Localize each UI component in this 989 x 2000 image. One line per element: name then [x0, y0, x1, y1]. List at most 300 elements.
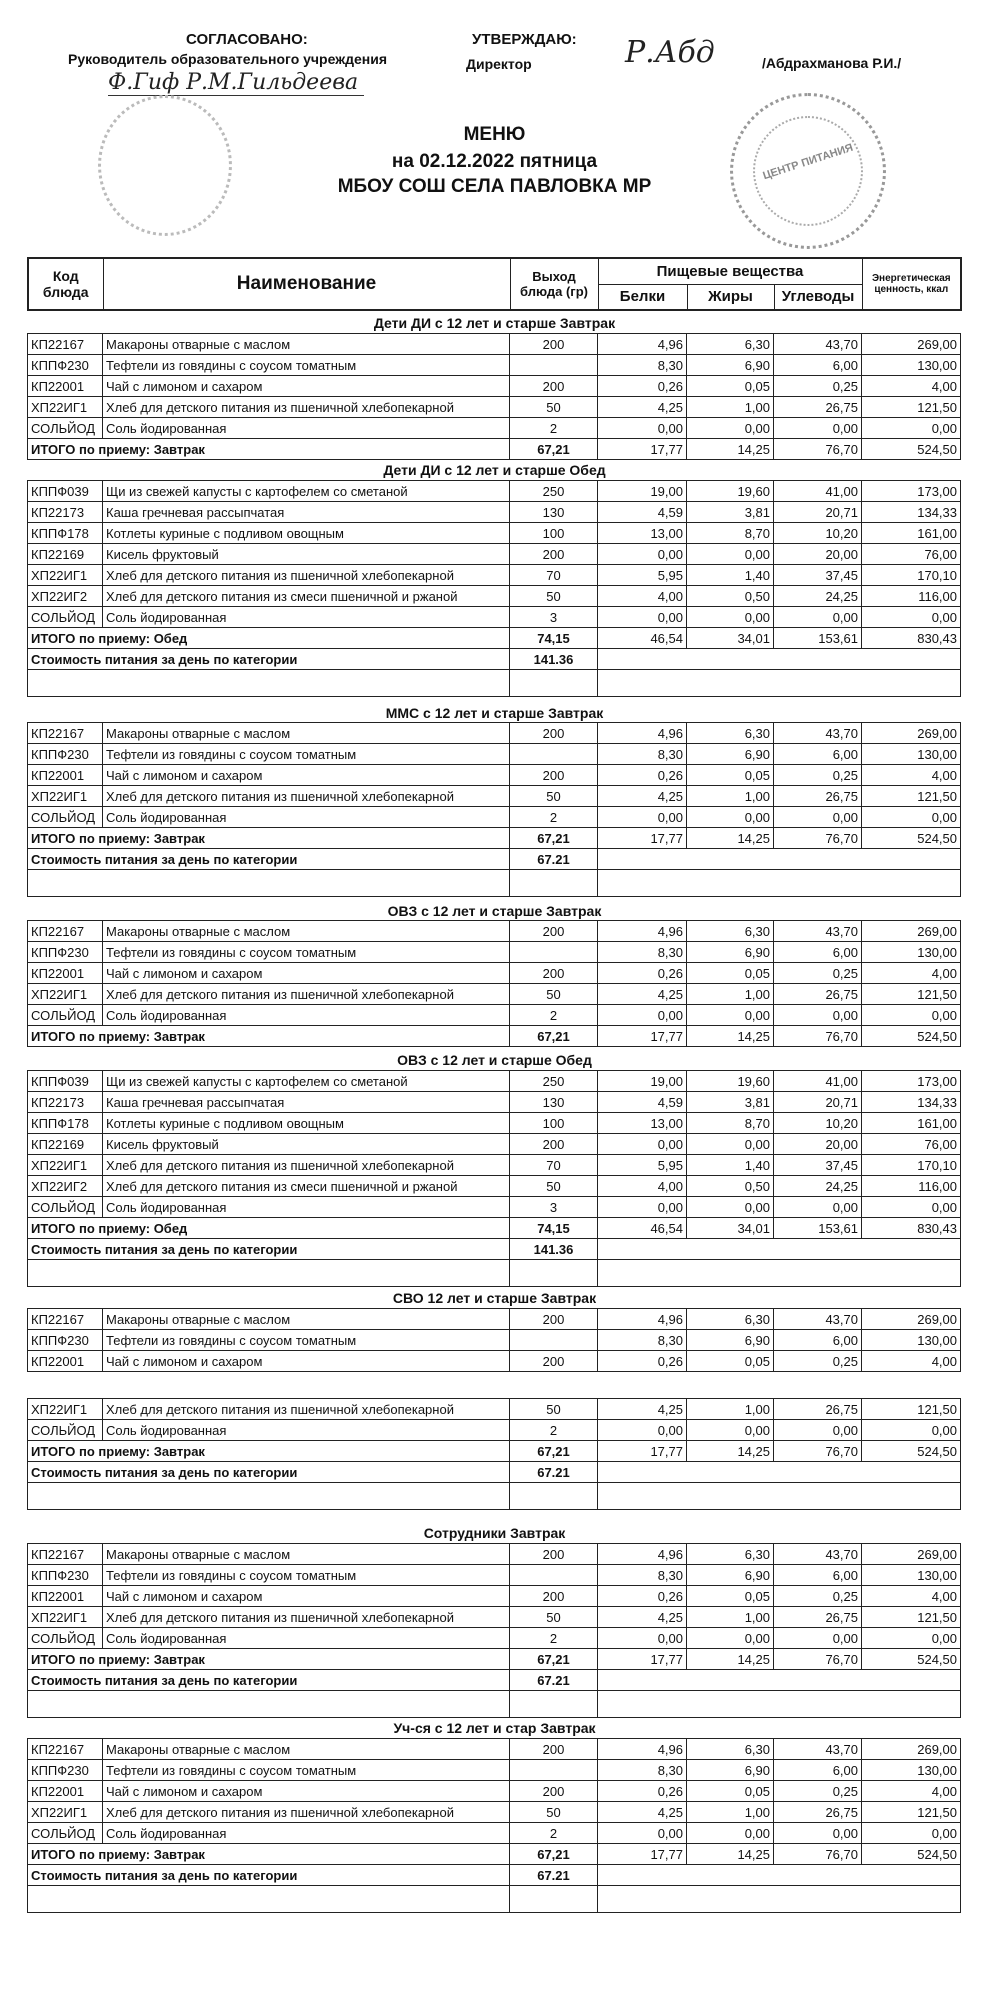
total-protein: 17,77 — [598, 1649, 687, 1670]
dish-name: Соль йодированная — [103, 807, 510, 828]
carbs-value: 20,71 — [774, 1092, 862, 1113]
carbs-value: 6,00 — [774, 355, 862, 376]
table-row — [28, 744, 961, 765]
protein-value: 4,25 — [598, 984, 687, 1005]
total-row — [28, 1026, 961, 1047]
empty-cell — [510, 1483, 598, 1510]
fat-value: 0,00 — [687, 1823, 774, 1844]
dish-output: 50 — [510, 786, 598, 807]
dish-code: КП22169 — [28, 544, 103, 565]
dish-code: ХП22ИГ1 — [28, 984, 103, 1005]
total-carbs: 76,70 — [774, 1441, 862, 1462]
fat-value: 8,70 — [687, 1113, 774, 1134]
energy-value: 0,00 — [862, 1005, 961, 1026]
fat-value: 6,30 — [687, 1739, 774, 1760]
total-fat: 14,25 — [687, 1844, 774, 1865]
fat-value: 19,60 — [687, 1071, 774, 1092]
fat-value: 0,00 — [687, 1005, 774, 1026]
cost-label: Стоимость питания за день по категории — [28, 1462, 510, 1483]
dish-code: КППФ178 — [28, 1113, 103, 1134]
carbs-value: 20,71 — [774, 502, 862, 523]
energy-value: 0,00 — [862, 607, 961, 628]
table-row — [28, 355, 961, 376]
protein-value: 0,00 — [598, 418, 687, 439]
protein-value: 8,30 — [598, 942, 687, 963]
protein-value: 0,00 — [598, 807, 687, 828]
carbs-value: 0,25 — [774, 1781, 862, 1802]
protein-value: 4,96 — [598, 1544, 687, 1565]
empty-cell — [510, 1886, 598, 1913]
fat-value: 6,90 — [687, 1330, 774, 1351]
total-output: 67,21 — [510, 1026, 598, 1047]
dish-code: КП22001 — [28, 963, 103, 984]
protein-value: 4,96 — [598, 1739, 687, 1760]
table-row — [28, 1176, 961, 1197]
carbs-value: 0,00 — [774, 1823, 862, 1844]
dish-output: 200 — [510, 963, 598, 984]
carbs-value: 24,25 — [774, 1176, 862, 1197]
table-row — [28, 1544, 961, 1565]
protein-value: 0,26 — [598, 1351, 687, 1372]
total-carbs: 76,70 — [774, 1649, 862, 1670]
fat-value: 6,90 — [687, 744, 774, 765]
carbs-value: 6,00 — [774, 744, 862, 765]
menu-table — [27, 1308, 961, 1372]
fat-value: 0,05 — [687, 1781, 774, 1802]
menu-table — [27, 920, 961, 1047]
energy-value: 121,50 — [862, 984, 961, 1005]
dish-code: КП22169 — [28, 1134, 103, 1155]
total-energy: 524,50 — [862, 828, 961, 849]
dish-output: 200 — [510, 1134, 598, 1155]
dish-name: Котлеты куриные с подливом овощным — [103, 1113, 510, 1134]
energy-value: 0,00 — [862, 807, 961, 828]
dish-name: Тефтели из говядины с соусом томатным — [103, 1760, 510, 1781]
dish-output: 200 — [510, 723, 598, 744]
energy-value: 173,00 — [862, 1071, 961, 1092]
fat-value: 0,00 — [687, 1134, 774, 1155]
carbs-value: 26,75 — [774, 1399, 862, 1420]
empty-cell — [510, 1691, 598, 1718]
carbs-value: 20,00 — [774, 544, 862, 565]
cost-label: Стоимость питания за день по категории — [28, 1865, 510, 1886]
dish-code: КП22001 — [28, 765, 103, 786]
dish-code: ХП22ИГ1 — [28, 1155, 103, 1176]
energy-value: 269,00 — [862, 334, 961, 355]
total-energy: 524,50 — [862, 1649, 961, 1670]
dish-name: Кисель фруктовый — [103, 544, 510, 565]
total-row — [28, 439, 961, 460]
dish-output: 70 — [510, 565, 598, 586]
table-row — [28, 607, 961, 628]
protein-value: 4,96 — [598, 334, 687, 355]
dish-code: СОЛЬЙОД — [28, 807, 103, 828]
fat-value: 0,00 — [687, 807, 774, 828]
fat-value: 1,00 — [687, 397, 774, 418]
dish-code: СОЛЬЙОД — [28, 418, 103, 439]
protein-value: 4,96 — [598, 1309, 687, 1330]
table-row — [28, 481, 961, 502]
empty-cell — [510, 670, 598, 697]
total-fat: 14,25 — [687, 439, 774, 460]
fat-value: 6,90 — [687, 1565, 774, 1586]
table-row — [28, 1113, 961, 1134]
col-energy: Энергетическая ценность, ккал — [862, 258, 961, 310]
energy-value: 130,00 — [862, 1760, 961, 1781]
dish-output: 2 — [510, 1628, 598, 1649]
total-fat: 14,25 — [687, 1026, 774, 1047]
fat-value: 6,30 — [687, 334, 774, 355]
stamp-text: ЦЕНТР ПИТАНИЯ — [761, 141, 855, 183]
cost-row — [28, 849, 961, 870]
energy-value: 76,00 — [862, 544, 961, 565]
energy-value: 130,00 — [862, 355, 961, 376]
fat-value: 6,90 — [687, 942, 774, 963]
table-row — [28, 523, 961, 544]
fat-value: 8,70 — [687, 523, 774, 544]
total-energy: 524,50 — [862, 1441, 961, 1462]
approve-name: /Абдрахманова Р.И./ — [762, 55, 902, 71]
energy-value: 0,00 — [862, 418, 961, 439]
table-row — [28, 544, 961, 565]
protein-value: 0,00 — [598, 544, 687, 565]
school-name: МБОУ СОШ СЕЛА ПАВЛОВКА МР — [337, 176, 652, 197]
protein-value: 0,00 — [598, 1823, 687, 1844]
table-row — [28, 565, 961, 586]
col-output: Выход блюда (гр) — [510, 258, 598, 310]
energy-value: 134,33 — [862, 1092, 961, 1113]
empty-row — [28, 1886, 961, 1913]
empty-cell — [598, 1483, 961, 1510]
dish-code: ХП22ИГ1 — [28, 1802, 103, 1823]
carbs-value: 24,25 — [774, 586, 862, 607]
protein-value: 8,30 — [598, 355, 687, 376]
total-row — [28, 1218, 961, 1239]
table-row — [28, 984, 961, 1005]
total-row — [28, 828, 961, 849]
table-row — [28, 1607, 961, 1628]
agreed-label: СОГЛАСОВАНО: — [186, 31, 308, 48]
dish-output: 250 — [510, 1071, 598, 1092]
energy-value: 116,00 — [862, 1176, 961, 1197]
cost-empty-cell — [598, 649, 961, 670]
table-row — [28, 1134, 961, 1155]
dish-name: Тефтели из говядины с соусом томатным — [103, 1565, 510, 1586]
energy-value: 121,50 — [862, 397, 961, 418]
dish-name: Котлеты куриные с подливом овощным — [103, 523, 510, 544]
dish-output — [510, 1565, 598, 1586]
fat-value: 6,90 — [687, 1760, 774, 1781]
dish-code: КППФ230 — [28, 1760, 103, 1781]
protein-value: 0,00 — [598, 1420, 687, 1441]
protein-value: 0,00 — [598, 1005, 687, 1026]
dish-name: Хлеб для детского питания из пшеничной хлебопекарной — [103, 984, 510, 1005]
empty-row — [28, 1483, 961, 1510]
total-fat: 34,01 — [687, 628, 774, 649]
carbs-value: 6,00 — [774, 942, 862, 963]
menu-table — [27, 1398, 961, 1510]
carbs-value: 20,00 — [774, 1134, 862, 1155]
table-row — [28, 1781, 961, 1802]
table-row — [28, 502, 961, 523]
dish-name: Чай с лимоном и сахаром — [103, 1351, 510, 1372]
column-header-table — [27, 257, 962, 311]
energy-value: 121,50 — [862, 786, 961, 807]
table-row — [28, 334, 961, 355]
fat-value: 0,05 — [687, 765, 774, 786]
table-row — [28, 1071, 961, 1092]
col-carbs: Углеводы — [774, 284, 862, 310]
menu-table — [27, 722, 961, 897]
total-protein: 17,77 — [598, 1844, 687, 1865]
dish-name: Макароны отварные с маслом — [103, 723, 510, 744]
table-row — [28, 807, 961, 828]
energy-value: 76,00 — [862, 1134, 961, 1155]
fat-value: 0,00 — [687, 1197, 774, 1218]
dish-name: Чай с лимоном и сахаром — [103, 1586, 510, 1607]
cost-empty-cell — [598, 1865, 961, 1886]
total-energy: 830,43 — [862, 1218, 961, 1239]
protein-value: 0,00 — [598, 1197, 687, 1218]
total-output: 67,21 — [510, 1844, 598, 1865]
protein-value: 4,25 — [598, 786, 687, 807]
dish-code: СОЛЬЙОД — [28, 1628, 103, 1649]
fat-value: 1,40 — [687, 565, 774, 586]
dish-name: Соль йодированная — [103, 1420, 510, 1441]
fat-value: 6,90 — [687, 355, 774, 376]
menu-title: МЕНЮ — [463, 124, 526, 145]
dish-output: 3 — [510, 1197, 598, 1218]
carbs-value: 26,75 — [774, 1607, 862, 1628]
dish-code: СОЛЬЙОД — [28, 1005, 103, 1026]
dish-output: 200 — [510, 921, 598, 942]
section-title: Сотрудники Завтрак — [423, 1525, 566, 1541]
approve-label: УТВЕРЖДАЮ: — [472, 31, 577, 48]
dish-output: 250 — [510, 481, 598, 502]
empty-cell — [510, 1260, 598, 1287]
dish-output: 3 — [510, 607, 598, 628]
total-fat: 14,25 — [687, 1441, 774, 1462]
dish-code: КП22001 — [28, 1586, 103, 1607]
cost-label: Стоимость питания за день по категории — [28, 1670, 510, 1691]
cost-empty-cell — [598, 1239, 961, 1260]
energy-value: 4,00 — [862, 1586, 961, 1607]
table-row — [28, 1399, 961, 1420]
protein-value: 0,26 — [598, 963, 687, 984]
dish-code: ХП22ИГ2 — [28, 586, 103, 607]
protein-value: 4,00 — [598, 1176, 687, 1197]
dish-output: 200 — [510, 1586, 598, 1607]
energy-value: 269,00 — [862, 1309, 961, 1330]
table-row — [28, 1197, 961, 1218]
protein-value: 4,96 — [598, 723, 687, 744]
energy-value: 269,00 — [862, 921, 961, 942]
fat-value: 6,30 — [687, 921, 774, 942]
protein-value: 0,26 — [598, 765, 687, 786]
carbs-value: 0,25 — [774, 765, 862, 786]
dish-name: Чай с лимоном и сахаром — [103, 765, 510, 786]
dish-output: 200 — [510, 1309, 598, 1330]
dish-output: 2 — [510, 1420, 598, 1441]
dish-code: КП22167 — [28, 1309, 103, 1330]
cost-row — [28, 1239, 961, 1260]
carbs-value: 0,00 — [774, 418, 862, 439]
carbs-value: 0,00 — [774, 1005, 862, 1026]
total-carbs: 153,61 — [774, 1218, 862, 1239]
dish-code: КП22167 — [28, 334, 103, 355]
dish-output: 200 — [510, 765, 598, 786]
col-protein: Белки — [598, 284, 687, 310]
total-carbs: 76,70 — [774, 439, 862, 460]
energy-value: 269,00 — [862, 723, 961, 744]
dish-code: КППФ230 — [28, 1565, 103, 1586]
dish-output: 50 — [510, 1399, 598, 1420]
total-protein: 46,54 — [598, 1218, 687, 1239]
dish-name: Щи из свежей капусты с картофелем со сметаной — [103, 481, 510, 502]
energy-value: 130,00 — [862, 1330, 961, 1351]
dish-code: СОЛЬЙОД — [28, 1420, 103, 1441]
cost-value: 67.21 — [510, 1865, 598, 1886]
menu-table — [27, 333, 961, 460]
cost-empty-cell — [598, 849, 961, 870]
dish-code: КП22173 — [28, 1092, 103, 1113]
dish-output: 2 — [510, 1005, 598, 1026]
col-code: Код блюда — [28, 258, 103, 310]
fat-value: 0,00 — [687, 1628, 774, 1649]
table-row — [28, 586, 961, 607]
agreed-signature: Ф.Гиф Р.М.Гильдеева — [108, 70, 364, 96]
section-title: ММС с 12 лет и старше Завтрак — [385, 705, 604, 721]
dish-code: КП22173 — [28, 502, 103, 523]
cost-value: 141.36 — [510, 649, 598, 670]
dish-name: Соль йодированная — [103, 1628, 510, 1649]
col-name: Наименование — [103, 258, 510, 310]
dish-name: Соль йодированная — [103, 418, 510, 439]
dish-name: Хлеб для детского питания из смеси пшеничной и ржаной — [103, 586, 510, 607]
dish-output: 70 — [510, 1155, 598, 1176]
empty-cell — [28, 1691, 510, 1718]
table-row — [28, 765, 961, 786]
energy-value: 170,10 — [862, 1155, 961, 1176]
dish-output: 100 — [510, 523, 598, 544]
table-row — [28, 1005, 961, 1026]
total-fat: 34,01 — [687, 1218, 774, 1239]
dish-output: 200 — [510, 1739, 598, 1760]
cost-value: 67.21 — [510, 1462, 598, 1483]
dish-output: 50 — [510, 1802, 598, 1823]
protein-value: 0,26 — [598, 376, 687, 397]
fat-value: 1,00 — [687, 1802, 774, 1823]
section-title: Уч-ся с 12 лет и стар Завтрак — [393, 1720, 596, 1736]
carbs-value: 0,00 — [774, 1628, 862, 1649]
table-row — [28, 1309, 961, 1330]
empty-cell — [28, 870, 510, 897]
carbs-value: 43,70 — [774, 334, 862, 355]
dish-name: Каша гречневая рассыпчатая — [103, 502, 510, 523]
total-label: ИТОГО по приему: Завтрак — [28, 828, 510, 849]
table-row — [28, 1802, 961, 1823]
cost-value: 141.36 — [510, 1239, 598, 1260]
dish-output: 50 — [510, 586, 598, 607]
protein-value: 0,00 — [598, 607, 687, 628]
energy-value: 130,00 — [862, 744, 961, 765]
fat-value: 3,81 — [687, 1092, 774, 1113]
cost-empty-cell — [598, 1670, 961, 1691]
cost-row — [28, 1865, 961, 1886]
dish-name: Соль йодированная — [103, 1823, 510, 1844]
total-energy: 524,50 — [862, 1844, 961, 1865]
carbs-value: 10,20 — [774, 523, 862, 544]
table-row — [28, 1351, 961, 1372]
dish-output — [510, 1760, 598, 1781]
empty-cell — [28, 1260, 510, 1287]
dish-output — [510, 744, 598, 765]
total-row — [28, 628, 961, 649]
dish-code: КППФ039 — [28, 1071, 103, 1092]
dish-name: Макароны отварные с маслом — [103, 1544, 510, 1565]
protein-value: 0,26 — [598, 1586, 687, 1607]
menu-table — [27, 1543, 961, 1718]
carbs-value: 41,00 — [774, 481, 862, 502]
fat-value: 6,30 — [687, 1544, 774, 1565]
protein-value: 5,95 — [598, 1155, 687, 1176]
carbs-value: 6,00 — [774, 1760, 862, 1781]
empty-cell — [28, 1886, 510, 1913]
total-carbs: 76,70 — [774, 1844, 862, 1865]
total-label: ИТОГО по приему: Обед — [28, 1218, 510, 1239]
section-title: Дети ДИ с 12 лет и старше Обед — [383, 462, 606, 478]
empty-row — [28, 1260, 961, 1287]
dish-output: 130 — [510, 502, 598, 523]
energy-value: 0,00 — [862, 1628, 961, 1649]
dish-code: КППФ230 — [28, 744, 103, 765]
energy-value: 0,00 — [862, 1420, 961, 1441]
empty-cell — [598, 1260, 961, 1287]
table-row — [28, 1155, 961, 1176]
energy-value: 4,00 — [862, 765, 961, 786]
protein-value: 4,00 — [598, 586, 687, 607]
dish-code: КППФ039 — [28, 481, 103, 502]
table-row — [28, 376, 961, 397]
total-carbs: 76,70 — [774, 1026, 862, 1047]
dish-output: 200 — [510, 1544, 598, 1565]
energy-value: 173,00 — [862, 481, 961, 502]
dish-name: Хлеб для детского питания из пшеничной хлебопекарной — [103, 1155, 510, 1176]
table-row — [28, 723, 961, 744]
dish-output: 200 — [510, 376, 598, 397]
carbs-value: 26,75 — [774, 786, 862, 807]
dish-name: Макароны отварные с маслом — [103, 1309, 510, 1330]
carbs-value: 41,00 — [774, 1071, 862, 1092]
dish-code: КП22001 — [28, 376, 103, 397]
protein-value: 4,25 — [598, 1607, 687, 1628]
dish-code: КП22167 — [28, 921, 103, 942]
cost-label: Стоимость питания за день по категории — [28, 1239, 510, 1260]
empty-cell — [28, 670, 510, 697]
energy-value: 121,50 — [862, 1802, 961, 1823]
cost-row — [28, 1462, 961, 1483]
carbs-value: 26,75 — [774, 984, 862, 1005]
total-row — [28, 1441, 961, 1462]
carbs-value: 6,00 — [774, 1330, 862, 1351]
dish-output: 2 — [510, 1823, 598, 1844]
energy-value: 130,00 — [862, 1565, 961, 1586]
fat-value: 0,50 — [687, 586, 774, 607]
fat-value: 1,00 — [687, 984, 774, 1005]
section-title: ОВЗ с 12 лет и старше Завтрак — [387, 903, 602, 919]
empty-cell — [598, 1886, 961, 1913]
section-title: СВО 12 лет и старше Завтрак — [392, 1290, 597, 1306]
